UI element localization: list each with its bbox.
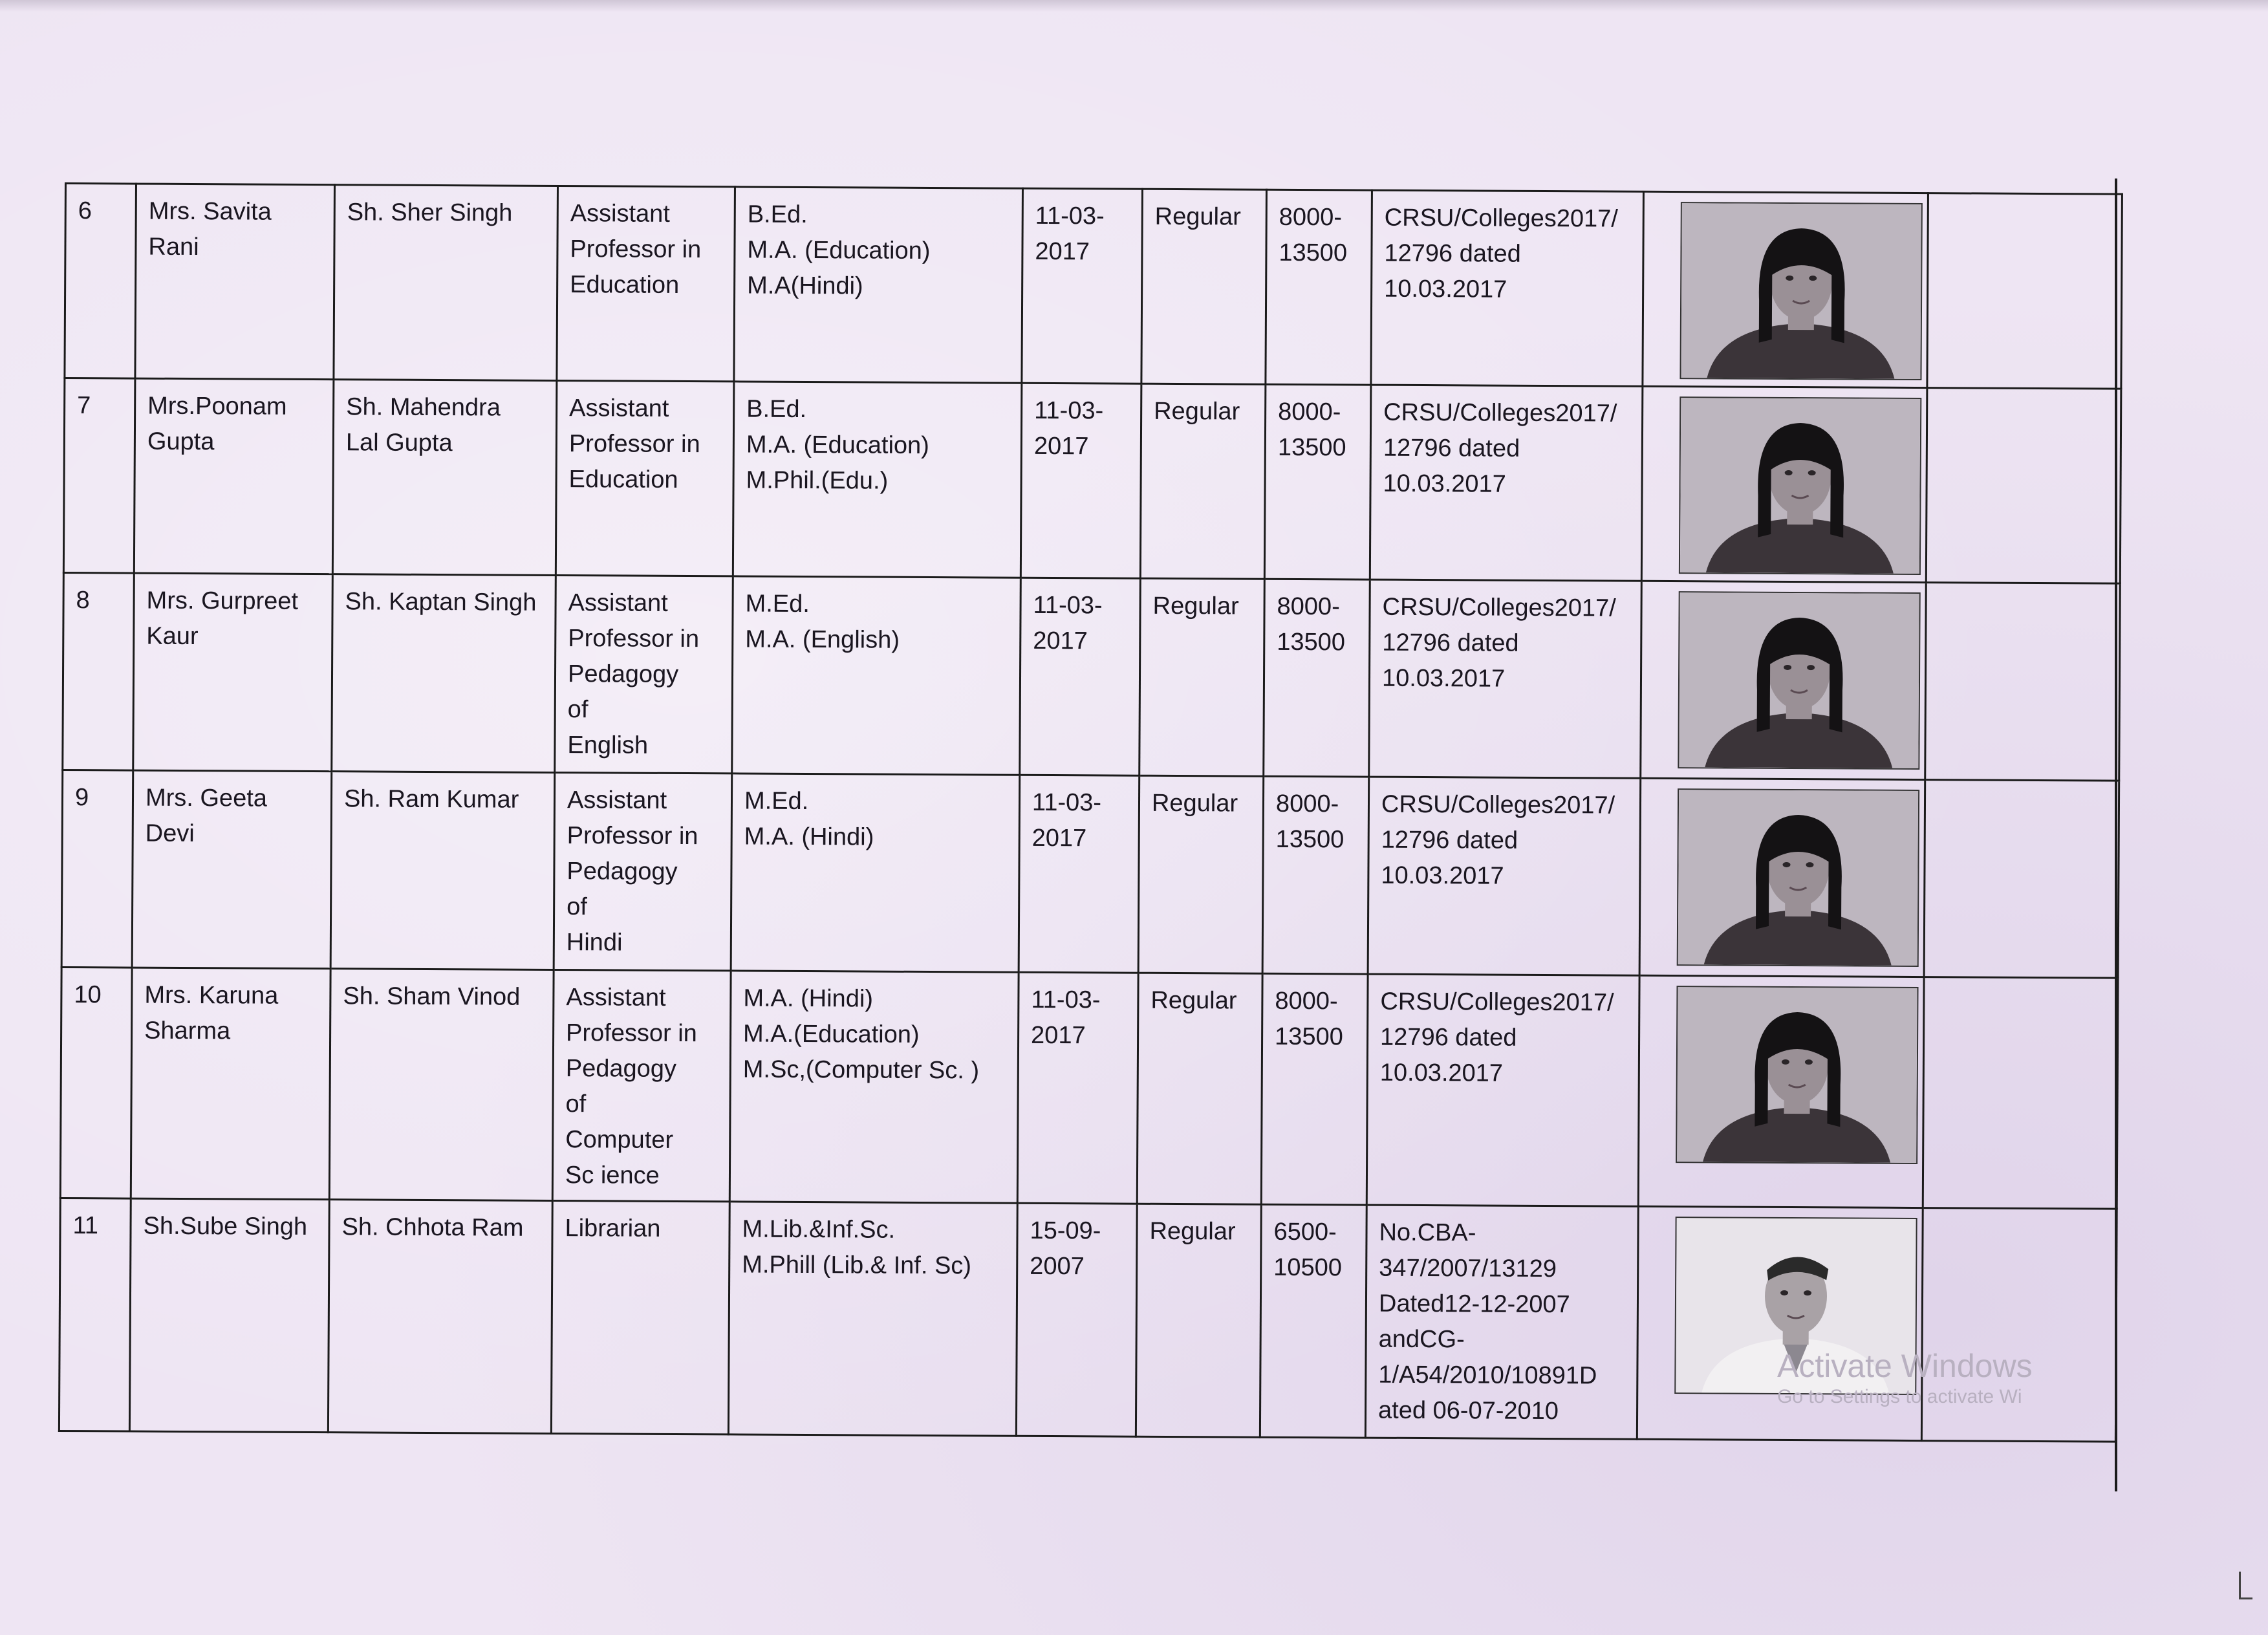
sr-no-text: 10 <box>74 981 102 1009</box>
photo-cell <box>1641 581 1927 779</box>
date-of-joining-text: 11-03- 2017 <box>1031 986 1101 1050</box>
table-row <box>61 770 2119 978</box>
pay-scale-text: 6500- 10500 <box>1273 1218 1343 1282</box>
sr-no-cell <box>63 378 135 574</box>
approval-text: CRSU/Colleges2017/ 12796 dated 10.03.2017 <box>1381 790 1615 890</box>
father-name-cell <box>332 574 556 773</box>
qualification-text: M.A. (Hindi) M.A.(Education) M.Sc,(Computer Sc. ) <box>742 984 980 1085</box>
staff-photo <box>1676 986 1918 1164</box>
name-text: Sh.Sube Singh <box>143 1212 308 1240</box>
staff-photo <box>1679 202 1922 380</box>
table-row <box>60 967 2118 1209</box>
sr-no-text: 9 <box>74 784 89 812</box>
photo-cell <box>1638 975 1924 1207</box>
sr-no-text: 8 <box>76 587 90 614</box>
designation-text: Assistant Professor in Pedagogy of Hindi <box>566 786 698 957</box>
sr-no-cell <box>61 770 133 968</box>
qualification-text: B.Ed. M.A. (Education) M.Phil.(Edu.) <box>746 395 929 495</box>
date-of-joining-cell <box>1021 383 1141 578</box>
nature-cell <box>1139 578 1265 776</box>
approval-cell <box>1370 385 1643 581</box>
staff-photo <box>1679 396 1921 575</box>
qualification-text: B.Ed. M.A. (Education) M.A(Hindi) <box>747 200 931 300</box>
designation-cell <box>555 575 733 773</box>
nature-cell <box>1138 775 1264 973</box>
date-of-joining-cell <box>1020 578 1141 775</box>
qualification-cell <box>728 1202 1017 1436</box>
date-of-joining-text: 11-03- 2017 <box>1031 788 1102 852</box>
sr-no-cell <box>59 1198 131 1431</box>
father-name-cell <box>328 1200 552 1434</box>
watermark-title: Activate Windows <box>1777 1348 2033 1384</box>
pay-scale-text: 8000- 13500 <box>1277 398 1346 462</box>
approval-cell <box>1365 1205 1638 1439</box>
pay-scale-text: 8000- 13500 <box>1277 592 1346 656</box>
empty-cell <box>1925 583 2121 781</box>
sr-no-cell <box>63 572 135 770</box>
designation-cell <box>557 186 735 381</box>
activate-windows-watermark <box>1777 1347 2033 1409</box>
pay-scale-cell <box>1260 1204 1366 1438</box>
sr-no-text: 11 <box>72 1212 99 1240</box>
scan-corner-mark <box>2239 1572 2252 1599</box>
date-of-joining-text: 11-03- 2017 <box>1033 591 1103 655</box>
name-text: Mrs. Geeta Devi <box>145 784 268 848</box>
approval-cell <box>1368 777 1641 975</box>
pay-scale-cell <box>1262 776 1369 974</box>
pay-scale-text: 8000- 13500 <box>1275 790 1345 854</box>
father-name-text: Sh. Sham Vinod <box>343 982 521 1011</box>
pay-scale-cell <box>1264 384 1371 579</box>
nature-cell <box>1140 384 1266 579</box>
page-right-rule <box>2115 179 2117 1491</box>
name-cell <box>129 1198 329 1433</box>
sr-no-cell <box>65 184 136 379</box>
date-of-joining-text: 11-03- 2017 <box>1035 202 1105 266</box>
pay-scale-cell <box>1264 579 1370 777</box>
empty-cell <box>1926 388 2121 584</box>
approval-text: CRSU/Colleges2017/ 12796 dated 10.03.2017 <box>1384 204 1619 303</box>
qualification-cell <box>734 187 1023 383</box>
designation-cell <box>556 380 734 576</box>
sr-no-text: 6 <box>78 197 92 225</box>
pay-scale-cell <box>1261 973 1368 1205</box>
designation-cell <box>554 772 732 970</box>
nature-text: Regular <box>1154 202 1241 231</box>
photo-cell <box>1643 191 1928 387</box>
approval-cell <box>1369 579 1642 778</box>
name-cell <box>135 184 335 380</box>
father-name-cell <box>332 380 557 576</box>
name-text: Mrs. Savita Rani <box>148 197 272 261</box>
designation-cell <box>552 969 731 1201</box>
photo-cell <box>1641 386 1927 582</box>
father-name-cell <box>330 772 555 970</box>
father-name-text: Sh. Ram Kumar <box>343 785 519 814</box>
nature-text: Regular <box>1150 986 1237 1015</box>
designation-text: Assistant Professor in Pedagogy of English <box>567 589 700 759</box>
date-of-joining-cell <box>1022 188 1143 384</box>
father-name-text: Sh. Mahendra Lal Gupta <box>345 393 501 457</box>
watermark-subtitle: Go to Settings to activate Wi <box>1777 1386 2022 1407</box>
staff-table <box>58 182 2123 1443</box>
qualification-cell <box>729 971 1019 1203</box>
sr-no-text: 7 <box>77 392 91 420</box>
table-row <box>63 572 2121 781</box>
staff-photo <box>1677 788 1919 967</box>
name-cell <box>131 968 330 1200</box>
name-text: Mrs. Gurpreet Kaur <box>146 587 299 651</box>
pay-scale-cell <box>1266 189 1372 385</box>
empty-cell <box>1927 193 2122 389</box>
qualification-cell <box>733 382 1022 578</box>
approval-cell <box>1366 974 1639 1206</box>
staff-photo <box>1678 591 1920 770</box>
date-of-joining-text: 11-03- 2017 <box>1033 396 1104 460</box>
father-name-text: Sh. Kaptan Singh <box>345 588 537 616</box>
nature-text: Regular <box>1154 397 1240 426</box>
nature-text: Regular <box>1149 1217 1236 1246</box>
approval-text: CRSU/Colleges2017/ 12796 dated 10.03.2017 <box>1381 593 1616 693</box>
photo-cell <box>1639 778 1925 977</box>
qualification-text: M.Ed. M.A. (English) <box>745 590 900 654</box>
name-text: Mrs.Poonam Gupta <box>147 392 287 456</box>
date-of-joining-cell <box>1017 972 1138 1204</box>
approval-text: No.CBA- 347/2007/13129 Dated12-12-2007 andCG- 1/A54/2010/10891D ated 06-07-2010 <box>1377 1218 1597 1425</box>
table-row <box>63 378 2121 584</box>
father-name-cell <box>329 969 554 1201</box>
date-of-joining-cell <box>1016 1203 1137 1436</box>
qualification-text: M.Lib.&Inf.Sc. M.Phill (Lib.& Inf. Sc) <box>742 1215 972 1280</box>
father-name-text: Sh. Chhota Ram <box>341 1213 524 1242</box>
approval-text: CRSU/Colleges2017/ 12796 dated 10.03.2017 <box>1379 988 1614 1087</box>
nature-text: Regular <box>1151 789 1238 817</box>
name-cell <box>133 573 333 772</box>
name-cell <box>134 378 334 574</box>
father-name-cell <box>334 185 558 381</box>
father-name-text: Sh. Sher Singh <box>347 199 513 227</box>
qualification-text: M.Ed. M.A. (Hindi) <box>744 787 874 851</box>
name-text: Mrs. Karuna Sharma <box>144 981 279 1045</box>
nature-cell <box>1136 1204 1261 1437</box>
designation-text: Librarian <box>565 1215 661 1242</box>
designation-text: Assistant Professor in Education <box>570 200 702 299</box>
scan-top-edge <box>0 0 2268 12</box>
designation-text: Assistant Professor in Pedagogy of Computer Sc ience <box>565 984 697 1189</box>
designation-text: Assistant Professor in Education <box>568 395 700 493</box>
sr-no-cell <box>60 967 132 1198</box>
table-row <box>65 184 2122 389</box>
name-cell <box>132 770 332 969</box>
pay-scale-text: 8000- 13500 <box>1275 987 1343 1051</box>
nature-text: Regular <box>1152 592 1239 620</box>
date-of-joining-cell <box>1019 775 1139 973</box>
pay-scale-text: 8000- 13500 <box>1279 203 1348 267</box>
nature-cell <box>1141 189 1267 384</box>
qualification-cell <box>732 576 1021 775</box>
empty-cell <box>1923 977 2118 1209</box>
nature-cell <box>1137 973 1262 1204</box>
designation-cell <box>551 1200 729 1434</box>
empty-cell <box>1924 780 2119 979</box>
approval-text: CRSU/Colleges2017/ 12796 dated 10.03.2017 <box>1383 398 1617 498</box>
date-of-joining-text: 15-09- 2007 <box>1030 1217 1101 1281</box>
approval-cell <box>1371 190 1644 386</box>
qualification-cell <box>731 774 1020 972</box>
